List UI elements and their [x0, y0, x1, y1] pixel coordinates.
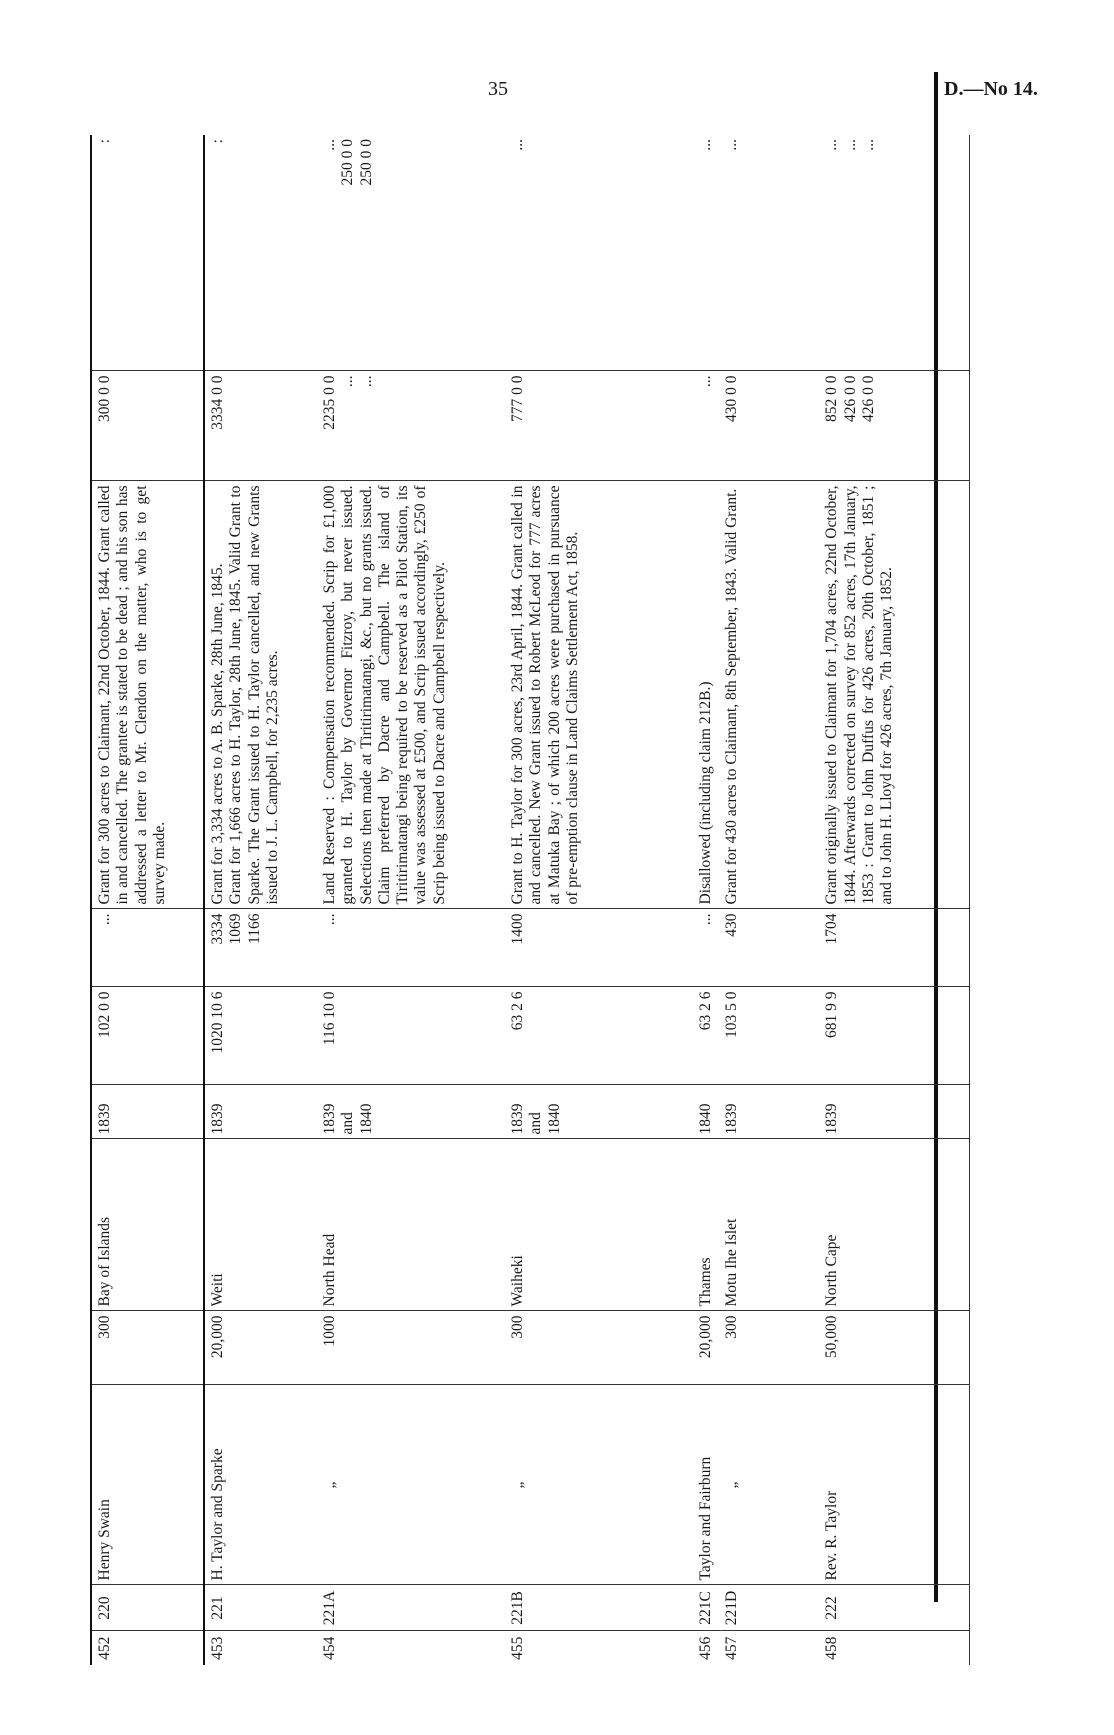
acres-recommended: 1400 — [505, 909, 693, 987]
place-name: Weiti — [204, 1139, 317, 1311]
remarks: Land Reserved : Compensation recommended. Scrip for £1,000 granted to H. Taylor by Governor Fitzroy, but never issued. Selections then made at Tiritirimatangi, &c., but no grants issued. Claim preferred by Dacre and Campbell. The island of Tiritirimatangi being required to be reserved as a Pilot Station, its value was assessed at £500, and Scrip issued accordingly, £250 of Scrip being issued to Dacre and Campbell respectively. — [317, 481, 505, 909]
purchase-year: 1839 and 1840 — [317, 1085, 505, 1139]
table-row — [91, 135, 204, 1665]
remarks: Disallowed (including claim 212B.) — [693, 481, 719, 909]
claimant-name: H. Taylor and Sparke — [204, 1385, 317, 1585]
document-reference: D.—No 14. — [944, 78, 1038, 100]
purchase-price: 102 0 0 — [91, 987, 204, 1085]
claim-number: 222 — [819, 1585, 969, 1631]
scrip-value: : — [91, 135, 204, 371]
claimant-name: „ — [719, 1385, 819, 1585]
claim-number: 221A — [317, 1585, 505, 1631]
row-number: 456 — [697, 1636, 714, 1660]
acres-claimed: 300 — [505, 1311, 693, 1385]
acres-claimed: 20,000 — [204, 1311, 317, 1385]
claimant-name: Rev. R. Taylor — [819, 1385, 969, 1585]
area-granted: 2235 0 0 ... ... — [317, 371, 505, 481]
acres-recommended: ... — [91, 909, 204, 987]
page-number: 35 — [488, 78, 508, 100]
scrip-value: ... — [719, 135, 819, 371]
place-name: North Head — [317, 1139, 505, 1311]
table-row — [719, 135, 819, 1665]
remarks: Grant for 300 acres to Claimant, 22nd October, 1844. Grant called in and cancelled. The grantee is stated to be dead ; and his son has addressed a letter to Mr. Clendon on the matter, who is to get survey made. — [91, 481, 204, 909]
purchase-price: 63 2 6 — [505, 987, 693, 1085]
remarks: Grant for 430 acres to Claimant, 8th September, 1843. Valid Grant. — [719, 481, 819, 909]
purchase-price: 1020 10 6 — [204, 987, 317, 1085]
purchase-price: 116 10 0 — [317, 987, 505, 1085]
claim-number: 220 — [91, 1585, 204, 1631]
scrip-value: : — [204, 135, 317, 371]
row-number: 455 — [509, 1636, 526, 1660]
remarks: Grant to H. Taylor for 300 acres, 23rd April, 1844. Grant called in and cancelled. New Grant issued to Robert McLeod for 777 acres at Matuka Bay ; of which 200 acres were purchased in pursuance of pre-emption clause in Land Claims Settlement Act, 1858. — [505, 481, 693, 909]
table-row — [317, 135, 505, 1665]
row-number: 454 — [321, 1636, 338, 1660]
table-body — [91, 135, 969, 1665]
area-granted: 777 0 0 — [505, 371, 693, 481]
claim-number: 221D — [719, 1585, 819, 1631]
purchase-year: 1839 — [819, 1085, 969, 1139]
table-row — [819, 135, 969, 1665]
remarks: Grant originally issued to Claimant for 1,704 acres, 22nd October, 1844. Afterwards corrected on survey for 852 acres, 17th January, 1853 : Grant to John Duffus for 426 acres, 20th October, 1851 ; and to John H. Lloyd for 426 acres, 7th January, 1852. — [819, 481, 969, 909]
purchase-year: 1839 and 1840 — [505, 1085, 693, 1139]
purchase-year: 1839 — [204, 1085, 317, 1139]
acres-recommended: 430 — [719, 909, 819, 987]
scrip-value: ... — [693, 135, 719, 371]
acres-claimed: 20,000 — [693, 1311, 719, 1385]
purchase-price: 63 2 6 — [693, 987, 719, 1085]
row-number: 458 — [823, 1636, 841, 1660]
claim-number: 221C — [693, 1585, 719, 1631]
acres-claimed: 50,000 — [819, 1311, 969, 1385]
area-granted: 430 0 0 — [719, 371, 819, 481]
claimant-name: „ — [317, 1385, 505, 1585]
acres-recommended: 3334 1069 1166 — [204, 909, 317, 987]
place-name: Motu Ihe Islet — [719, 1139, 819, 1311]
acres-recommended: 1704 — [819, 909, 969, 987]
purchase-price: 103 5 0 — [719, 987, 819, 1085]
claimant-name: Henry Swain — [91, 1385, 204, 1585]
rotated-table-wrapper — [90, 135, 930, 1665]
row-number: 457 — [723, 1636, 741, 1660]
place-name: North Cape — [819, 1139, 969, 1311]
land-claims-table — [90, 135, 970, 1665]
place-name: Bay of Islands — [91, 1139, 204, 1311]
claimant-name: „ — [505, 1385, 693, 1585]
claimant-name: Taylor and Fairburn — [693, 1385, 719, 1585]
purchase-year: 1839 — [91, 1085, 204, 1139]
purchase-price: 681 9 9 — [819, 987, 969, 1085]
row-number: 453 — [209, 1636, 226, 1660]
area-granted: 852 0 0 426 0 0 426 0 0 — [819, 371, 969, 481]
claim-number: 221B — [505, 1585, 693, 1631]
acres-claimed: 1000 — [317, 1311, 505, 1385]
acres-recommended: ... — [317, 909, 505, 987]
row-number: 452 — [96, 1636, 113, 1660]
table-row — [505, 135, 693, 1665]
acres-recommended: ... — [693, 909, 719, 987]
purchase-year: 1839 — [719, 1085, 819, 1139]
table-row — [693, 135, 719, 1665]
scrip-value: ... 250 0 0 250 0 0 — [317, 135, 505, 371]
claim-number: 221 — [204, 1585, 317, 1631]
area-granted: 3334 0 0 — [204, 371, 317, 481]
place-name: Thames — [693, 1139, 719, 1311]
purchase-year: 1840 — [693, 1085, 719, 1139]
acres-claimed: 300 — [719, 1311, 819, 1385]
area-granted: ... — [693, 371, 719, 481]
table-row — [204, 135, 317, 1665]
acres-claimed: 300 — [91, 1311, 204, 1385]
scrip-value: ... — [505, 135, 693, 371]
remarks: Grant for 3,334 acres to A. B. Sparke, 28th June, 1845. Grant for 1,666 acres to H. Taylor, 28th June, 1845. Valid Grant to Sparke. The Grant issued to H. Taylor cancelled, and new Grants issued to J. L. Campbell, for 2,235 acres. — [204, 481, 317, 909]
place-name: Waiheki — [505, 1139, 693, 1311]
area-granted: 300 0 0 — [91, 371, 204, 481]
scrip-value: ... ... ... — [819, 135, 969, 371]
